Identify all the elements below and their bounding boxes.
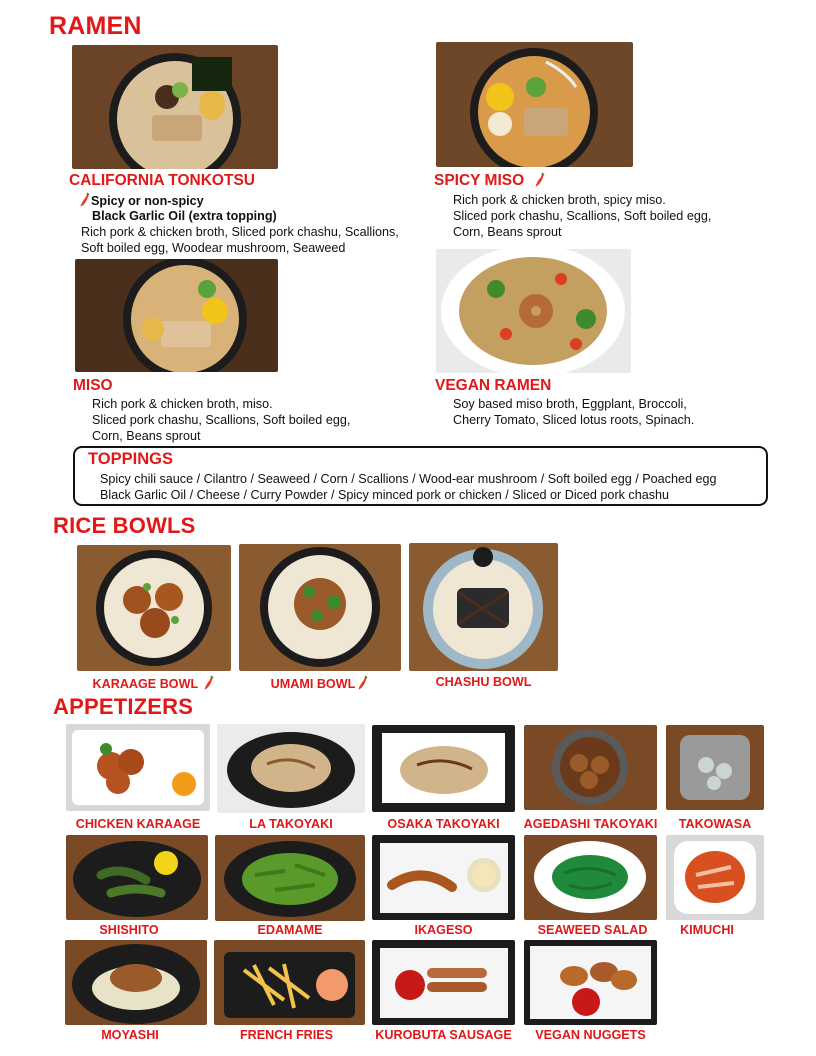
toppings-line-1: Spicy chili sauce / Cilantro / Seaweed / Corn / Scallions / Wood-ear mushroom / Soft boiled egg / Poached egg (100, 472, 717, 486)
moyashi-photo (65, 940, 207, 1025)
california-tonkotsu-option-spicy (77, 192, 204, 209)
la-takoyaki-label: LA TAKOYAKI (249, 817, 333, 831)
chashu-bowl-label: CHASHU BOWL (435, 675, 532, 689)
vegan-nuggets-label: VEGAN NUGGETS (535, 1028, 646, 1042)
miso-desc-1: Rich pork & chicken broth, miso. (92, 397, 273, 411)
miso-title: MISO (73, 377, 113, 394)
spicy-miso-desc-2: Sliced pork chashu, Scallions, Soft boiled egg, (453, 209, 712, 223)
edamame-label: EDAMAME (257, 923, 323, 937)
umami-bowl-label: UMAMI BOWL (270, 677, 356, 691)
chashu-bowl-photo (409, 543, 558, 671)
chili-pepper-icon (355, 675, 369, 691)
takowasa-label: TAKOWASA (678, 817, 752, 831)
french-fries-label: FRENCH FRIES (239, 1028, 334, 1042)
chicken-karaage-photo (66, 724, 210, 811)
kurobuta-sausage-label: KUROBUTA SAUSAGE (375, 1028, 512, 1042)
california-tonkotsu-photo (72, 45, 278, 169)
french-fries-photo (214, 940, 365, 1025)
moyashi-label: MOYASHI (101, 1028, 159, 1042)
toppings-title: TOPPINGS (88, 450, 173, 468)
miso-desc-3: Corn, Beans sprout (92, 429, 201, 443)
california-tonkotsu-desc-1: Rich pork & chicken broth, Sliced pork chashu, Scallions, (81, 225, 399, 239)
shishito-photo (66, 835, 208, 920)
kimuchi-photo (666, 835, 764, 920)
la-takoyaki-photo (217, 724, 365, 813)
ikageso-label: IKAGESO (414, 923, 473, 937)
edamame-photo (215, 835, 365, 921)
chili-pepper-icon (201, 675, 215, 691)
spicy-miso-desc-3: Corn, Beans sprout (453, 225, 562, 239)
section-title-appetizers: APPETIZERS (53, 694, 194, 719)
vegan-ramen-desc-1: Soy based miso broth, Eggplant, Broccoli, (453, 397, 687, 411)
osaka-takoyaki-label: OSAKA TAKOYAKI (387, 817, 500, 831)
rice-bowl-caption (77, 675, 231, 691)
spicy-miso-photo (436, 42, 633, 167)
takowasa-photo (666, 725, 764, 810)
vegan-nuggets-photo (524, 940, 657, 1025)
chili-pepper-icon (532, 172, 546, 188)
chicken-karaage-label: CHICKEN KARAAGE (75, 817, 201, 831)
seaweed-salad-label: SEAWEED SALAD (537, 923, 648, 937)
spicy-option-label: Spicy or non-spicy (91, 194, 204, 208)
seaweed-salad-photo (524, 835, 657, 920)
california-tonkotsu-title: CALIFORNIA TONKOTSU (69, 172, 255, 189)
rice-bowl-caption (239, 675, 401, 691)
toppings-line-2: Black Garlic Oil / Cheese / Curry Powder / Spicy minced pork or chicken / Sliced or Diced pork chashu (100, 488, 670, 502)
karaage-bowl-label: KARAAGE BOWL (92, 677, 198, 691)
chili-pepper-icon (77, 192, 91, 208)
vegan-ramen-desc-2: Cherry Tomato, Sliced lotus roots, Spinach. (453, 413, 695, 427)
kimuchi-label: KIMUCHI (680, 923, 734, 937)
spicy-miso-title (434, 172, 546, 190)
spicy-miso-desc-1: Rich pork & chicken broth, spicy miso. (453, 193, 666, 207)
vegan-ramen-photo (436, 249, 631, 373)
black-garlic-label: Black Garlic Oil (extra topping) (92, 209, 277, 223)
miso-desc-2: Sliced pork chashu, Scallions, Soft boiled egg, (92, 413, 351, 427)
section-title-rice-bowls: RICE BOWLS (53, 513, 196, 538)
black-garlic-option (92, 208, 277, 224)
section-title-ramen: RAMEN (49, 12, 142, 40)
vegan-ramen-title: VEGAN RAMEN (435, 377, 552, 394)
kurobuta-sausage-photo (372, 940, 515, 1025)
spicy-miso-title-text: SPICY MISO (434, 172, 525, 189)
osaka-takoyaki-photo (372, 725, 515, 812)
ikageso-photo (372, 835, 515, 920)
miso-photo (75, 259, 278, 372)
california-tonkotsu-desc-2: Soft boiled egg, Woodear mushroom, Seaweed (81, 241, 346, 255)
umami-bowl-photo (239, 544, 401, 671)
agedashi-takoyaki-label: AGEDASHI TAKOYAKI (523, 817, 658, 831)
shishito-label: SHISHITO (99, 923, 159, 937)
agedashi-takoyaki-photo (524, 725, 657, 810)
karaage-bowl-photo (77, 545, 231, 671)
